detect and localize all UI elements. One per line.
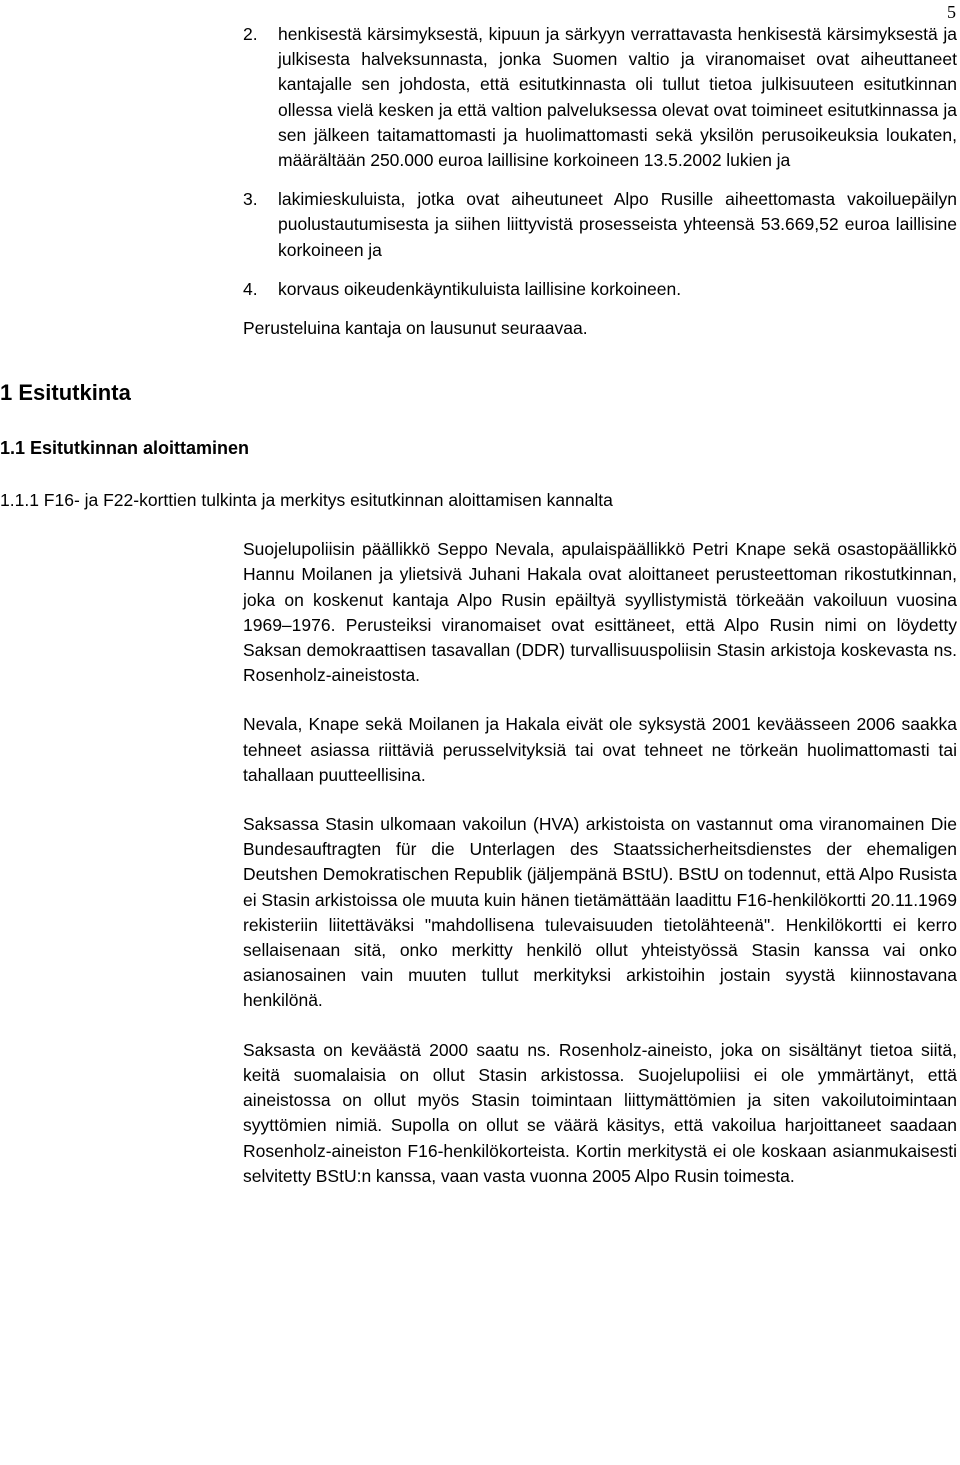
list-item-number: 2. — [243, 24, 258, 44]
list-item-number: 4. — [243, 278, 258, 299]
body-paragraphs — [243, 537, 957, 1189]
list-item-text: henkisestä kärsimyksestä, kipuun ja särkyyn verrattavasta henkisestä kärsimyksestä ja julkisesta halveksunnasta, jonka Suomen valtio ja viranomaiset ovat aiheuttaneet kantajalle sen johdosta, että esitutkinnasta oli tullut tietoa julkisuuteen esitutkinnan ollessa vielä kesken ja että valtion palveluksessa olevat ovat toimineet esitutkinnassa ja sen jälkeen taitamattomasti ja huolimattomasti sekä yksilön perusoikeuksia loukaten, määrältään 250.000 euroa laillisine korkoineen 13.5.2002 lukien ja — [278, 24, 957, 171]
subsection-heading: 1.1 Esitutkinnan aloittaminen — [0, 438, 250, 459]
section-heading: 1 Esitutkinta — [0, 380, 131, 406]
paragraph: Saksasta on keväästä 2000 saatu ns. Rosenholz-aineisto, joka on sisältänyt tietoa siitä, keitä suomalaisia on ollut Stasin arkistossa. Suojelupoliisi ei ole ymmärtänyt, että aineistossa on ollut myös Stasin toimintaan liittymättömien ja siten vakoilutoimintaan syyttömien nimiä. Supolla on ollut se väärä käsitys, että vakoilua harjoittaneet saadaan Rosenholz-aineiston F16-henkilökorteista. Kortin merkitystä ei ole koskaan asianmukaisesti selvitetty BStU:n kanssa, vaan vasta vuonna 2005 Alpo Rusin toimesta. — [243, 1039, 957, 1186]
list-item — [243, 277, 957, 302]
paragraph: Nevala, Knape sekä Moilanen ja Hakala eivät ole syksystä 2001 keväässeen 2006 saakka tehneet asiassa riittäviä perusselvityksiä tai ovat tehneet ne törkeän huolimattomasti tai tahallaan puutteellisina. — [243, 714, 957, 785]
paragraph: Suojelupoliisin päällikkö Seppo Nevala, apulaispäällikkö Petri Knape sekä osastopäällikkö Hannu Moilanen ja ylietsivä Juhani Hakala ovat aloittaneet perusteettoman rikostutkinnan, joka on koskenut kantaja Alpo Rusin epäiltyä syyllistymistä törkeään vakoiluun vuosina 1969–1976. Perusteiksi viranomaiset ovat esittäneet, että Alpo Rusin nimi on löydetty Saksan demokraattisen tasavallan (DDR) turvallisuuspoliisin Stasin arkistoja koskevasta ns. Rosenholz-aineistosta. — [243, 539, 957, 686]
page-number: 5 — [947, 2, 956, 22]
intro-sentence: Perusteluina kantaja on lausunut seuraavaa. — [243, 318, 588, 339]
claims-list — [243, 22, 957, 341]
list-item — [243, 22, 957, 173]
list-item-text: korvaus oikeudenkäyntikuluista laillisine korkoineen. — [278, 278, 682, 299]
list-item-text: lakimieskuluista, jotka ovat aiheutuneet Alpo Rusille aiheettomasta vakoiluepäilyn puolustautumisesta ja siihen liittyvistä prosesseista yhteensä 53.669,52 euroa laillisine korkoineen ja — [278, 189, 957, 260]
document-body — [0, 22, 958, 1189]
list-item — [243, 187, 957, 263]
subsubsection-heading: 1.1.1 F16- ja F22-korttien tulkinta ja merkitys esitutkinnan aloittamisen kannalta — [0, 490, 613, 511]
list-item-number: 3. — [243, 189, 258, 210]
paragraph: Saksassa Stasin ulkomaan vakoilun (HVA) arkistoista on vastannut oma viranomainen Die Bundesauftragten für die Unterlagen des Staatssicherheitsdienstes der ehemaligen Deutshen Demokratischen Republik (jäljempänä BStU). BStU on todennut, että Alpo Rusista ei Stasin arkistoissa ole muuta kuin hänen tietämättään laadittu F16-henkilökortti 20.11.1969 rekisteriin liitettäväksi "mahdollisena tulevaisuuden tietolähteenä". Henkilökortti ei kerro sellaisenaan sitä, onko merkitty henkilö ollut yhteistyössä Stasin kanssa vai onko asianosainen vain muuten tullut merkityksi arkistoihin jostain syystä kiinnostavana henkilönä. — [243, 814, 957, 1011]
